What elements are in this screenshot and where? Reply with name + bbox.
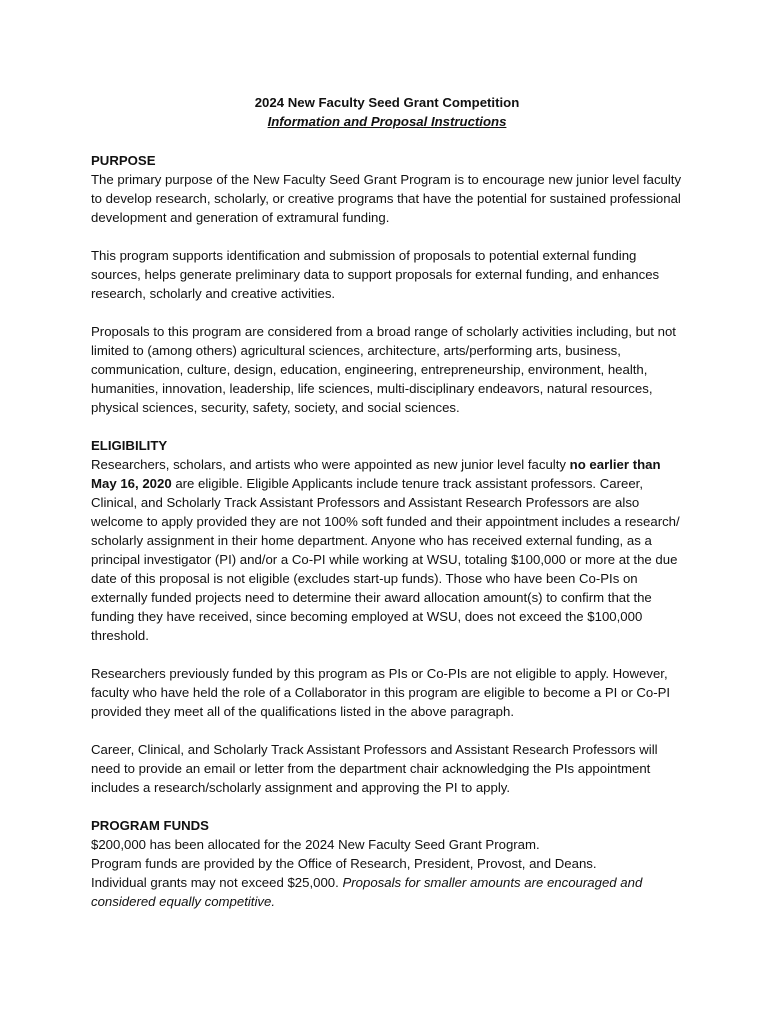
document-page [91, 93, 683, 911]
purpose-paragraph-1: The primary purpose of the New Faculty Seed Grant Program is to encourage new junior level faculty to develop research, scholarly, or creative programs that have the potential for sustained professional development and generation of extramural funding. [91, 172, 682, 225]
eligibility-text-rest: are eligible. Eligible Applicants include tenure track assistant professors. Career, Clinical, and Scholarly Track Assistant Professors and Assistant Research Professors are also welcome to apply provided they are not 100% soft funded and their appointment includes a research/ scholarly assignment in their home department. Anyone who has received external funding, as a principal investigator (PI) and/or a Co-PI while working at WSU, totaling $100,000 or more at the due date of this proposal is not eligible (excludes start-up funds). Those who have been Co-PIs on externally funded projects need to determine their award allocation amount(s) to confirm that the funding they have received, since becoming employed at WSU, does not exceed the $100,000 threshold. [91, 476, 680, 643]
program-funds-note-end: . [271, 894, 276, 909]
purpose-paragraph-3: Proposals to this program are considered from a broad range of scholarly activities including, but not limited to (among others) agricultural sciences, architecture, arts/performing arts, business, communication, culture, design, education, engineering, entrepreneurship, environment, health, humanities, innovation, leadership, life sciences, multi-disciplinary endeavors, natural resources, physical sciences, security, safety, society, and social sciences. [91, 324, 676, 415]
program-funds-line-3 [91, 873, 683, 911]
eligibility-heading: ELIGIBILITY [91, 438, 168, 453]
purpose-heading: PURPOSE [91, 153, 156, 168]
eligibility-date-emphasis: no earlier than May 16, 2020 [91, 457, 661, 491]
program-funds-section [91, 816, 683, 911]
program-funds-limit: Individual grants may not exceed $25,000. [91, 875, 343, 890]
program-funds-line-2: Program funds are provided by the Office of Research, President, Provost, and Deans. [91, 856, 597, 871]
eligibility-text-start: Researchers, scholars, and artists who were appointed as new junior level faculty [91, 457, 570, 472]
eligibility-paragraph-2: Researchers previously funded by this program as PIs or Co-PIs are not eligible to apply. However, faculty who have held the role of a Collaborator in this program are eligible to become a PI or Co-PI provided they meet all of the qualifications listed in the above paragraph. [91, 666, 671, 719]
purpose-section [91, 151, 683, 417]
program-funds-line-1: $200,000 has been allocated for the 2024 New Faculty Seed Grant Program. [91, 837, 540, 852]
eligibility-paragraph-1 [91, 455, 683, 645]
eligibility-section [91, 436, 683, 797]
purpose-paragraph-2: This program supports identification and submission of proposals to potential external funding sources, helps generate preliminary data to support proposals for external funding, and enhances research, scholarly and creative activities. [91, 248, 660, 301]
document-title: 2024 New Faculty Seed Grant Competition [254, 95, 520, 110]
title-block [91, 93, 683, 131]
program-funds-heading: PROGRAM FUNDS [91, 818, 209, 833]
document-subtitle: Information and Proposal Instructions [267, 114, 507, 129]
eligibility-paragraph-3: Career, Clinical, and Scholarly Track Assistant Professors and Assistant Research Professors will need to provide an email or letter from the department chair acknowledging the PIs appointment includes a research/scholarly assignment and approving the PI to apply. [91, 742, 658, 795]
program-funds-note: Proposals for smaller amounts are encouraged and considered equally competitive [91, 875, 643, 909]
